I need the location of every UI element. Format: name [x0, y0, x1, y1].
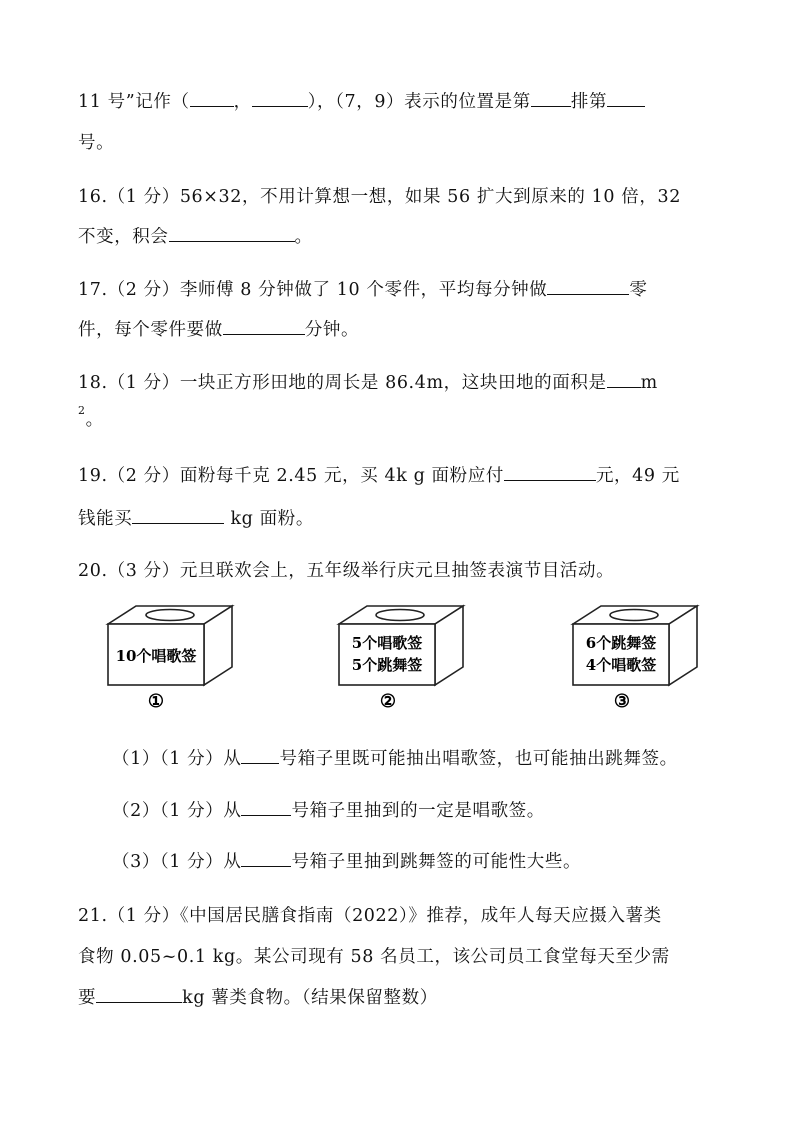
q18-line2: $^2$。 [78, 404, 104, 430]
box-2-label-1: 5个唱歌签 [351, 634, 423, 652]
box-1 [108, 606, 232, 685]
q19-blank-2[interactable] [132, 507, 224, 524]
q15-blank-1[interactable] [190, 90, 234, 107]
box-1-number: ① [147, 691, 165, 712]
q20-sub1: （1）（1 分）从 号箱子里既可能抽出唱歌签，也可能抽出跳舞签。 [112, 749, 678, 769]
box-3-label-1: 6个跳舞签 [585, 634, 657, 652]
q18-line1: 18.（1 分）一块正方形田地的周长是 86.4m，这块田地的面积是 m [78, 373, 658, 393]
q15-blank-2[interactable] [252, 90, 308, 107]
q19-blank-1[interactable] [504, 464, 596, 481]
q15-line2: 号。 [78, 133, 115, 153]
q16-line2: 不变，积会 。 [78, 227, 313, 247]
q20-sub3: （3）（1 分）从 号箱子里抽到跳舞签的可能性大些。 [112, 852, 582, 872]
q15-blank-4[interactable] [607, 90, 645, 107]
q20-sub2: （2）（1 分）从 号箱子里抽到的一定是唱歌签。 [112, 801, 545, 821]
q19-line1: 19.（2 分）面粉每千克 2.45 元，买 4k g 面粉应付 元，49 元 [78, 466, 680, 486]
q20-sub3-blank[interactable] [241, 850, 291, 867]
q20-sub1-blank[interactable] [241, 747, 279, 764]
q16-line1: 16.（1 分）56×32，不用计算想一想，如果 56 扩大到原来的 10 倍，32 [78, 187, 681, 207]
q17-blank-1[interactable] [547, 278, 629, 295]
box-3-number: ③ [613, 691, 631, 712]
box-3-label-2: 4个唱歌签 [585, 656, 657, 674]
q17-line2: 件，每个零件要做 分钟。 [78, 320, 360, 340]
q17-line1: 17.（2 分）李师傅 8 分钟做了 10 个零件，平均每分钟做 零 [78, 280, 648, 300]
q21-line3: 要 kg 薯类食物。（结果保留整数） [78, 988, 438, 1008]
q21-line1: 21.（1 分）《中国居民膳食指南（2022）》推荐，成年人每天应摄入薯类 [78, 906, 662, 926]
q20-stem: 20.（3 分）元旦联欢会上，五年级举行庆元旦抽签表演节目活动。 [78, 561, 615, 581]
q21-line2: 食物 0.05~0.1 kg。某公司现有 58 名员工，该公司员工食堂每天至少需 [78, 947, 670, 967]
q15-line1: 11 号”记作（ ， ），（7，9）表示的位置是第 排第 [78, 88, 645, 113]
q15-blank-3[interactable] [531, 90, 571, 107]
box-1-label-1: 10个唱歌签 [115, 647, 197, 665]
box-2-label-2: 5个跳舞签 [351, 656, 423, 674]
lottery-boxes-figure [0, 590, 794, 720]
q21-blank[interactable] [96, 986, 182, 1003]
q16-blank[interactable] [169, 225, 295, 242]
q18-blank[interactable] [607, 371, 641, 388]
q20-sub2-blank[interactable] [241, 799, 291, 816]
box-2-number: ② [379, 691, 397, 712]
q19-line2: 钱能买 kg 面粉。 [78, 509, 314, 529]
q17-blank-2[interactable] [223, 318, 305, 335]
